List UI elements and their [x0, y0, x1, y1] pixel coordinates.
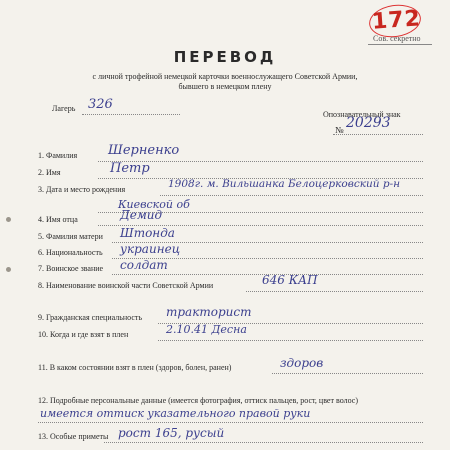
capture-rule — [158, 340, 423, 341]
binder-hole — [6, 267, 11, 272]
page-title: ПЕРЕВОД — [173, 48, 277, 66]
birth-value: 1908г. м. Вильшанка Белоцерковский р-н — [168, 178, 401, 190]
condition-rule — [272, 373, 423, 374]
features-rule — [104, 442, 423, 443]
camp-label: Лагерь — [52, 104, 76, 113]
unit-rule — [246, 291, 423, 292]
profession-value: тракторист — [166, 305, 252, 319]
unit-value: 646 КАП — [262, 273, 318, 287]
nationality-value: украинец — [120, 242, 181, 256]
first-name-label: 2. Имя — [38, 168, 61, 177]
tag-value: 20293 — [346, 115, 391, 131]
tag-prefix: № — [335, 125, 344, 135]
tag-rule — [333, 134, 423, 135]
subtitle-line-1: с личной трофейной немецкой карточки военнослужащего Советской Армии, — [92, 72, 358, 81]
tag-label: Опознавательный знак — [323, 110, 401, 119]
surname-value: Шерненко — [108, 143, 180, 158]
surname-label: 1. Фамилия — [38, 151, 78, 160]
subtitle-line-2: бывшего в немецком плену — [178, 82, 272, 91]
condition-label: 11. В каком состоянии взят в плен (здоров, болен, ранен) — [38, 363, 232, 372]
stamp-number: 172 — [371, 6, 422, 35]
classification-mark: Сов. секретно — [373, 34, 421, 43]
classification-underline — [368, 44, 432, 45]
capture-label: 10. Когда и где взят в плен — [38, 330, 129, 339]
birth-value-2: Киевской об — [118, 198, 190, 211]
condition-value: здоров — [280, 356, 324, 370]
camp-rule — [82, 114, 180, 115]
rank-label: 7. Воинское звание — [38, 264, 104, 273]
page-subtitle — [50, 72, 400, 92]
features-label: 13. Особые приметы — [38, 432, 109, 441]
birth-rule — [160, 195, 423, 196]
camp-value: 326 — [88, 97, 113, 112]
first-name-value: Петр — [110, 161, 150, 176]
birth-label: 3. Дата и место рождения — [38, 185, 126, 194]
binder-hole — [6, 217, 11, 222]
rank-value: солдат — [120, 258, 168, 272]
personal-data-value: имеется оттиск указательного правой руки — [40, 407, 311, 420]
father-name-value: Демид — [120, 208, 163, 222]
unit-label: 8. Наименование воинской части Советской Армии — [38, 281, 214, 290]
mother-surname-value: Штонда — [120, 226, 175, 240]
nationality-label: 6. Национальность — [38, 248, 103, 257]
profession-label: 9. Гражданская специальность — [38, 313, 143, 322]
mother-surname-label: 5. Фамилия матери — [38, 232, 103, 241]
personal-data-label: 12. Подробные персональные данные (имеется фотография, оттиск пальцев, рост, цвет волос) — [38, 396, 358, 405]
father-name-label: 4. Имя отца — [38, 215, 78, 224]
features-value: рост 165, русый — [118, 426, 225, 440]
capture-value: 2.10.41 Десна — [166, 323, 247, 336]
personal-data-rule — [38, 422, 423, 423]
